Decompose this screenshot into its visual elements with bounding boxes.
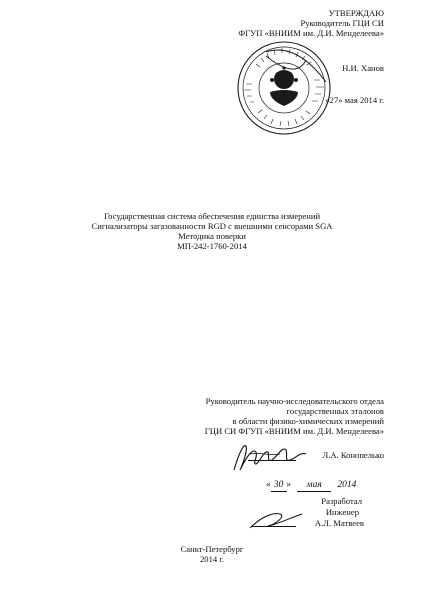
- developer-name: А.Л. Матвеев: [314, 518, 364, 528]
- date-year: 2014: [337, 480, 357, 490]
- approval-name: Н.И. Ханов: [342, 63, 384, 73]
- title-line-code: МП-242-1760-2014: [177, 240, 247, 251]
- date-day: 30: [271, 480, 287, 492]
- head-of-dept-block: [205, 397, 384, 437]
- title-line-device: Сигнализаторы загазованности RGD с внешними сенсорами SGA: [91, 220, 333, 231]
- head-signature: [230, 440, 310, 476]
- developer-label: Разработал: [321, 496, 362, 506]
- date-quote-open: «: [266, 479, 271, 489]
- date-month: мая: [297, 480, 331, 492]
- title-line-method: Методика поверки: [178, 230, 246, 241]
- developer-position: Инженер: [325, 507, 359, 517]
- title-line-system: Государственная система обеспечения единства измерений: [103, 211, 321, 221]
- official-seal-stamp: [236, 40, 332, 136]
- footer-city: Санкт-Петербург: [180, 544, 244, 554]
- footer-block: [0, 545, 424, 565]
- date-quote-close: »: [286, 479, 291, 489]
- document-title-block: [0, 212, 424, 252]
- approval-date: «27» мая 2014 г.: [325, 95, 384, 105]
- head-line-4: ГЦИ СИ ФГУП «ВНИИМ им. Д.И. Менделеева»: [204, 425, 384, 436]
- head-line-3: в области физико-химических измерений: [232, 415, 384, 426]
- approval-organization: ФГУП «ВНИИМ им. Д.И. Менделеева»: [238, 27, 384, 38]
- approval-heading: УТВЕРЖДАЮ: [328, 8, 384, 18]
- head-line-2: государственных эталонов: [286, 405, 384, 416]
- developer-signature: [246, 508, 306, 532]
- footer-year: 2014 г.: [199, 553, 225, 564]
- head-name: Л.А. Конопелько: [322, 450, 384, 460]
- head-date-line: [266, 479, 356, 492]
- approval-position: Руководитель ГЦИ СИ: [300, 17, 384, 28]
- approval-block: [238, 9, 384, 39]
- head-line-1: Руководитель научно-исследовательского отдела: [205, 396, 384, 406]
